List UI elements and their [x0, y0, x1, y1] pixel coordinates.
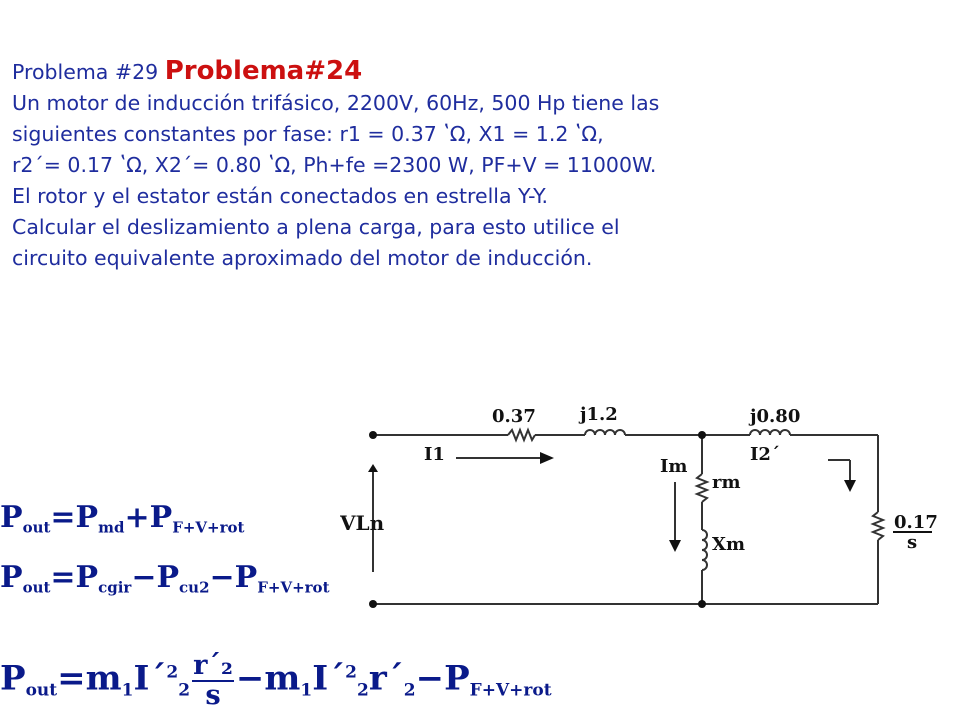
- rm-label: rm: [712, 472, 741, 493]
- r1-label: 0.37: [492, 406, 536, 427]
- problem-line: El rotor y el estator están conectados en estrella Y-Y.: [12, 184, 548, 208]
- equivalent-circuit-diagram: [340, 392, 940, 622]
- load-numerator: 0.17: [894, 512, 938, 533]
- x2-label: j0.80: [750, 406, 801, 427]
- problem-line: Un motor de inducción trifásico, 2200V, 60Hz, 500 Hp tiene las: [12, 91, 660, 115]
- x1-label: j1.2: [580, 404, 618, 425]
- problem-line: circuito equivalente aproximado del motor de inducción.: [12, 246, 593, 270]
- problem-text: [12, 56, 942, 274]
- i1-label: I1: [424, 444, 445, 465]
- im-label: Im: [660, 456, 688, 477]
- i2-label: I2´: [750, 444, 780, 465]
- load-denominator: s: [907, 532, 918, 553]
- formula-pout-expanded: $P_{out}=m_1I´^2_2$ $\frac{\text{r´₂}}{s}$ $-m_1I´^2_2r´_2-P_{F+V+rot}$: [0, 649, 552, 712]
- formula-pout-cgir: $P_{out}=P_{cgir}-P_{cu2}-P_{F+V+rot}$: [0, 560, 330, 597]
- xm-label: Xm: [712, 534, 746, 555]
- vln-label: VLn: [340, 511, 385, 535]
- problem-line: siguientes constantes por fase: r1 = 0.37 ʽΩ, X1 = 1.2 ʽΩ,: [12, 122, 604, 146]
- problem-heading: [12, 56, 942, 88]
- problem-number: Problema #29: [12, 60, 159, 84]
- problem-line: r2´= 0.17 ʽΩ, X2´= 0.80 ʽΩ, Ph+fe =2300 W, PF+V = 11000W.: [12, 153, 657, 177]
- fraction-r2-over-s: $\frac{\text{r´₂}}{s}$: [193, 649, 233, 712]
- problem-line: Calcular el deslizamiento a plena carga, para esto utilice el: [12, 215, 620, 239]
- problem-title: Problema#24: [164, 56, 363, 86]
- formula-pout-md: $P_{out}=P_{md}+P_{F+V+rot}$: [0, 500, 245, 537]
